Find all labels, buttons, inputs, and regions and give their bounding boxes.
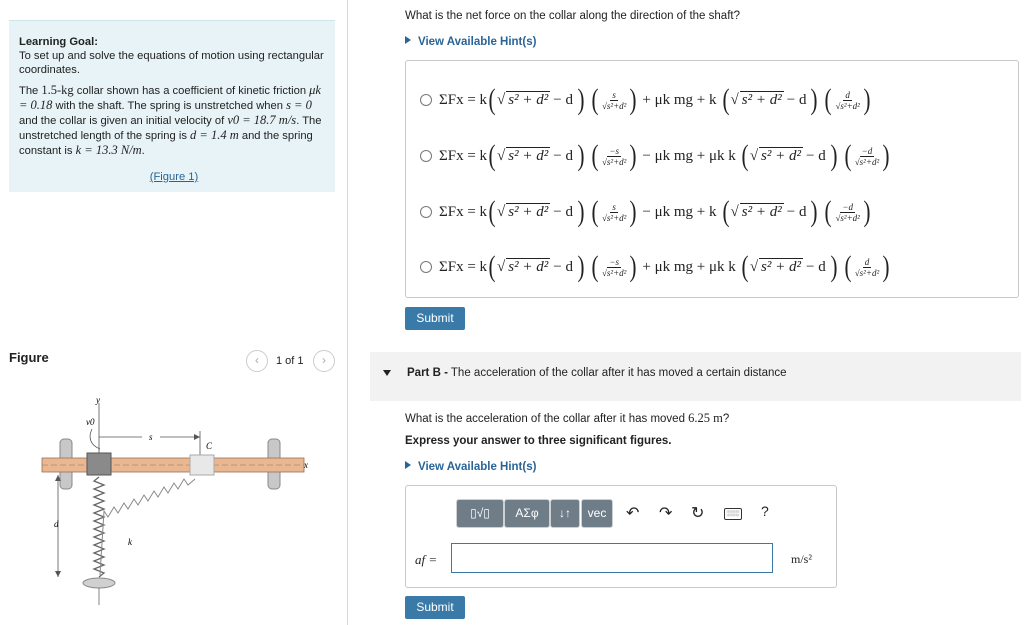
spring-base	[83, 578, 115, 588]
sqrt-symbol: √	[730, 91, 739, 108]
part-b-question	[405, 411, 729, 426]
fraction: $\frac{-d}{\text{√s²+d²}}$	[835, 201, 860, 223]
part-b-question-text: What is the acceleration of the collar after it has moved	[405, 413, 689, 425]
distance-value: 6.25 m	[688, 411, 723, 425]
answer-choice[interactable]: ΣFx = k ( √ s² + d² − d ) ( $\frac{s}{\text{√s²+d²}}$ ) + μk mg + k ( √ s² + d² − d ) ( $\frac{d}{\text{√s²+d²}}$ )	[420, 82, 872, 118]
figure-heading: Figure	[9, 350, 49, 365]
part-a-submit-button[interactable]: Submit	[405, 307, 465, 330]
problem-statement	[19, 83, 325, 158]
minus-d: − d	[553, 147, 573, 164]
choice-lhs: ΣFx = k	[439, 258, 488, 275]
diagonal-spring	[100, 479, 195, 575]
figure-pager: 1 of 1	[276, 355, 304, 367]
mass-value: 1.5-kg	[41, 83, 74, 97]
problem-text-4: . The unstretched length of the spring is	[19, 115, 322, 142]
minus-d: − d	[553, 203, 573, 220]
collar-at-c	[190, 455, 214, 475]
part-b-header[interactable]	[370, 352, 1021, 401]
v0-arrow	[90, 429, 100, 449]
prev-figure-button[interactable]	[246, 350, 268, 372]
next-figure-button[interactable]	[313, 350, 335, 372]
sqrt-symbol: √	[497, 258, 506, 275]
v0-value: v0 = 18.7 m/s	[227, 113, 297, 127]
templates-button[interactable]: ▯√▯	[456, 499, 504, 528]
sqrt-symbol: √	[749, 258, 759, 275]
mu-value: μk = 0.18	[19, 83, 321, 112]
fraction: $\frac{s}{\text{√s²+d²}}$	[601, 89, 627, 111]
sqrt-symbol: √	[749, 147, 759, 164]
sqrt-expression: s² + d²	[761, 148, 802, 164]
minus-d: − d	[553, 91, 573, 108]
vector-button[interactable]: vec	[581, 499, 613, 528]
choice-middle-term: − μk mg + μk k	[642, 147, 736, 164]
problem-text-3: and the collar is given an initial velocity of	[19, 115, 228, 127]
part-b-instruction: Express your answer to three significant figures.	[405, 435, 672, 447]
radio-button[interactable]	[420, 94, 432, 106]
minus-d: − d	[553, 258, 573, 275]
part-b-title: The acceleration of the collar after it has moved a certain distance	[450, 367, 787, 379]
figure-link[interactable]: (Figure 1)	[149, 171, 199, 183]
sqrt-symbol: √	[497, 91, 506, 108]
sqrt-expression: s² + d²	[761, 259, 802, 275]
goal-title: Learning Goal:	[19, 36, 98, 48]
v0-label: v0	[86, 417, 95, 427]
chevron-right-icon: ›	[322, 353, 326, 367]
answer-editor	[405, 485, 837, 588]
keyboard-icon[interactable]: ░░░	[724, 508, 742, 520]
choice-lhs: ΣFx = k	[439, 147, 488, 164]
s-label: s	[149, 432, 153, 442]
part-b-submit-button[interactable]: Submit	[405, 596, 465, 619]
unit-label: m/s²	[791, 552, 812, 566]
choice-lhs: ΣFx = k	[439, 91, 488, 108]
problem-text-5: and the spring constant is	[19, 130, 313, 157]
part-a-hint-toggle[interactable]	[405, 36, 536, 48]
caret-right-icon	[405, 36, 411, 44]
minus-d: − d	[806, 258, 826, 275]
sqrt-expression: s² + d²	[741, 92, 782, 108]
fraction: $\frac{-s}{\text{√s²+d²}}$	[601, 145, 627, 167]
choice-middle-term: + μk mg + μk k	[642, 258, 736, 275]
sqrt-expression: s² + d²	[508, 204, 549, 220]
part-b-hint-label: View Available Hint(s)	[418, 461, 537, 473]
part-a-hint-label: View Available Hint(s)	[418, 36, 537, 48]
reset-icon[interactable]: ↻	[691, 505, 705, 522]
help-button[interactable]: ?	[761, 503, 769, 519]
minus-d: − d	[806, 147, 826, 164]
y-label: y	[96, 395, 100, 405]
caret-right-icon	[405, 461, 411, 469]
part-b-question-suffix: ?	[722, 413, 730, 425]
undo-icon[interactable]: ↶	[626, 505, 640, 522]
answer-choice[interactable]: ΣFx = k ( √ s² + d² − d ) ( $\frac{-s}{\text{√s²+d²}}$ ) − μk mg + μk k ( √ s² + d² − d ) ( $\frac{-d}{\text{√s²+d²}}$ )	[420, 138, 891, 174]
caret-down-icon	[383, 370, 391, 376]
sqrt-expression: s² + d²	[508, 92, 549, 108]
answer-choice[interactable]: ΣFx = k ( √ s² + d² − d ) ( $\frac{-s}{\text{√s²+d²}}$ ) + μk mg + μk k ( √ s² + d² − d ) ( $\frac{d}{\text{√s²+d²}}$ )	[420, 249, 891, 285]
sqrt-expression: s² + d²	[508, 148, 549, 164]
problem-prefix: The	[19, 85, 42, 97]
fraction: $\frac{s}{\text{√s²+d²}}$	[601, 201, 627, 223]
learning-goal-panel	[9, 20, 335, 192]
fraction: $\frac{-d}{\text{√s²+d²}}$	[854, 145, 880, 167]
d-label: d	[54, 519, 59, 529]
radio-button[interactable]	[420, 150, 432, 162]
k-value: k = 13.3 N/m	[75, 143, 142, 157]
fraction: $\frac{d}{\text{√s²+d²}}$	[854, 256, 880, 278]
part-b-label: Part B -	[407, 367, 448, 379]
answer-label: af =	[415, 552, 438, 567]
goal-text: To set up and solve the equations of motion using rectangular coordinates.	[19, 50, 324, 76]
part-b-hint-toggle[interactable]	[405, 461, 536, 473]
problem-text: collar shown has a coefficient of kinetic friction	[73, 85, 310, 97]
subscript-superscript-button[interactable]: ↓↑	[550, 499, 580, 528]
answer-choice[interactable]: ΣFx = k ( √ s² + d² − d ) ( $\frac{s}{\text{√s²+d²}}$ ) − μk mg + k ( √ s² + d² − d ) ( $\frac{-d}{\text{√s²+d²}}$ )	[420, 194, 872, 230]
fraction: $\frac{-s}{\text{√s²+d²}}$	[601, 256, 627, 278]
chevron-left-icon: ‹	[255, 353, 259, 367]
problem-text-2: with the shaft. The spring is unstretched when	[52, 100, 287, 112]
collar-initial	[87, 453, 111, 475]
d-value: d = 1.4 m	[190, 128, 239, 142]
collar-figure	[30, 395, 320, 615]
greek-symbols-button[interactable]: ΑΣφ	[504, 499, 550, 528]
sqrt-expression: s² + d²	[741, 204, 782, 220]
choice-lhs: ΣFx = k	[439, 203, 488, 220]
sqrt-symbol: √	[730, 203, 739, 220]
k-label: k	[128, 537, 132, 547]
s0-value: s = 0	[286, 98, 312, 112]
vertical-divider	[347, 0, 348, 625]
problem-text-6: .	[141, 145, 145, 157]
radio-button[interactable]	[420, 261, 432, 273]
choice-middle-term: + μk mg + k	[642, 91, 717, 108]
sqrt-symbol: √	[497, 147, 506, 164]
x-label: x	[304, 460, 308, 470]
minus-d: − d	[786, 203, 807, 220]
sqrt-expression: s² + d²	[508, 259, 549, 275]
redo-icon[interactable]: ↷	[659, 505, 673, 522]
radio-button[interactable]	[420, 206, 432, 218]
minus-d: − d	[786, 91, 807, 108]
c-label: C	[206, 441, 213, 451]
fraction: $\frac{d}{\text{√s²+d²}}$	[835, 89, 860, 111]
choice-middle-term: − μk mg + k	[642, 203, 717, 220]
acceleration-input[interactable]	[451, 543, 773, 573]
part-a-question: What is the net force on the collar along the direction of the shaft?	[405, 10, 740, 22]
sqrt-symbol: √	[497, 203, 506, 220]
